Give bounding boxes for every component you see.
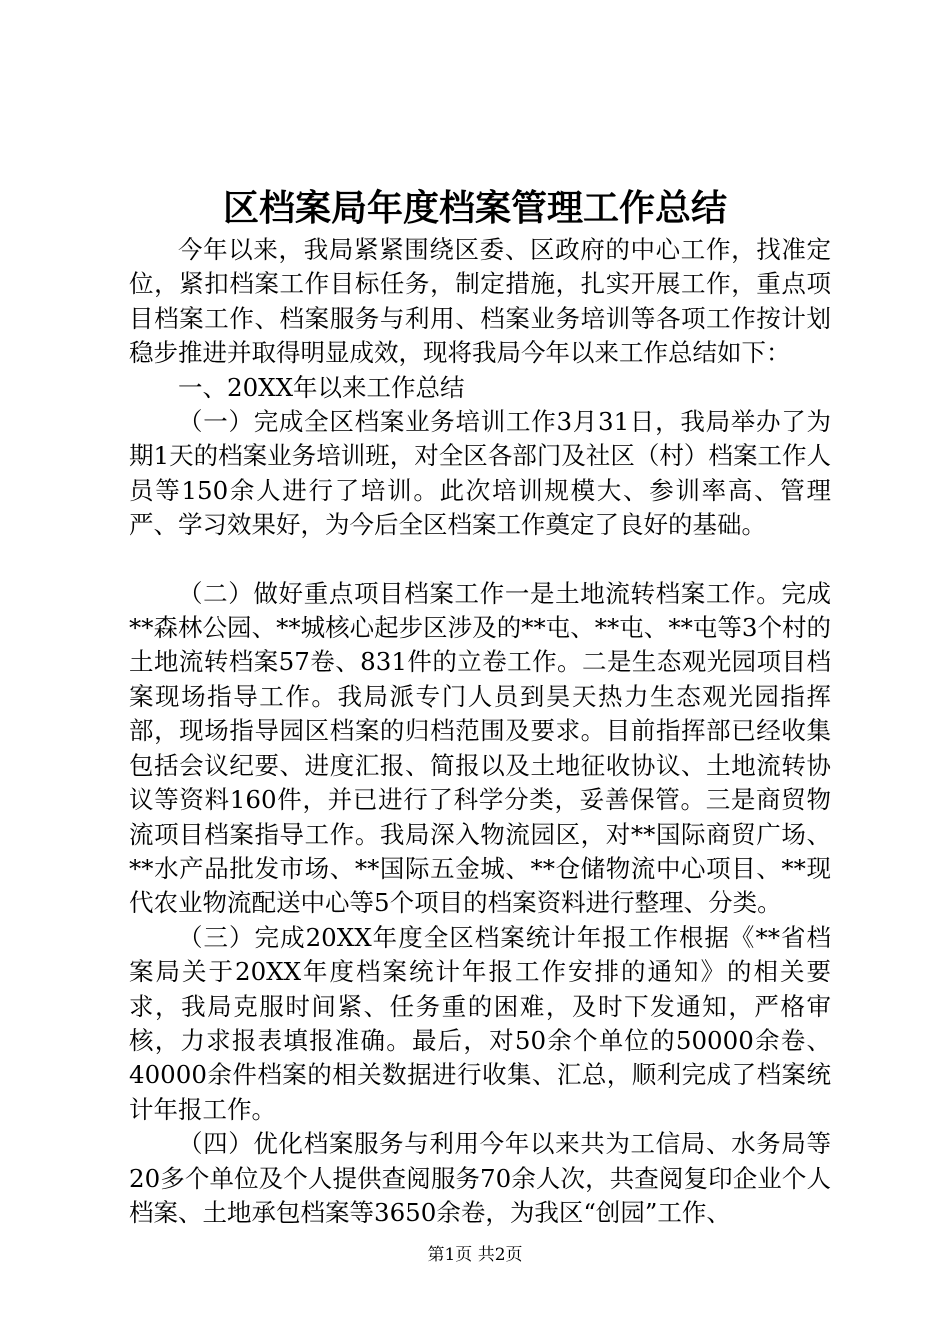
document-title: 区档案局年度档案管理工作总结	[222, 187, 727, 229]
section-heading: 一、20XX年以来工作总结	[178, 372, 465, 402]
paragraph-services: （四）优化档案服务与利用今年以来共为工信局、水务局等20多个单位及个人提供查阅服务70余人次，共查阅复印企业个人档案、土地承包档案等3650余卷，为我区“创园”工作、	[129, 1129, 831, 1227]
paragraph-key-projects: （二）做好重点项目档案工作一是土地流转档案工作。完成**森林公园、**城核心起步区涉及的**屯、**屯、**屯等3个村的土地流转档案57卷、831件的立卷工作。二是生态观光园项目档案现场指导工作。我局派专门人员到昊天热力生态观光园指挥部，现场指导园区档案的归档范围及要求。目前指挥部已经收集包括会议纪要、进度汇报、简报以及土地征收协议、土地流转协议等资料160件，并已进行了科学分类，妥善保管。三是商贸物流项目档案指导工作。我局深入物流园区，对**国际商贸广场、**水产品批发市场、**国际五金城、**仓储物流中心项目、**现代农业物流配送中心等5个项目的档案资料进行整理、分类。	[129, 578, 831, 918]
paragraph-training: （一）完成全区档案业务培训工作3月31日，我局举办了为期1天的档案业务培训班，对全区各部门及社区（村）档案工作人员等150余人进行了培训。此次培训规模大、参训率高、管理严、学习效果好，为今后全区档案工作奠定了良好的基础。	[129, 407, 831, 540]
intro-paragraph: 今年以来，我局紧紧围绕区委、区政府的中心工作，找准定位，紧扣档案工作目标任务，制定措施，扎实开展工作，重点项目档案工作、档案服务与利用、档案业务培训等各项工作按计划稳步推进并取得明显成效，现将我局今年以来工作总结如下：	[129, 235, 831, 368]
page-number: 第1页 共2页	[427, 1245, 523, 1265]
paragraph-statistics: （三）完成20XX年度全区档案统计年报工作根据《**省档案局关于20XX年度档案统计年报工作安排的通知》的相关要求，我局克服时间紧、任务重的困难，及时下发通知，严格审核，力求报表填报准确。最后，对50余个单位的50000余卷、40000余件档案的相关数据进行收集、汇总，顺利完成了档案统计年报工作。	[129, 922, 831, 1124]
document-body	[129, 233, 831, 1230]
